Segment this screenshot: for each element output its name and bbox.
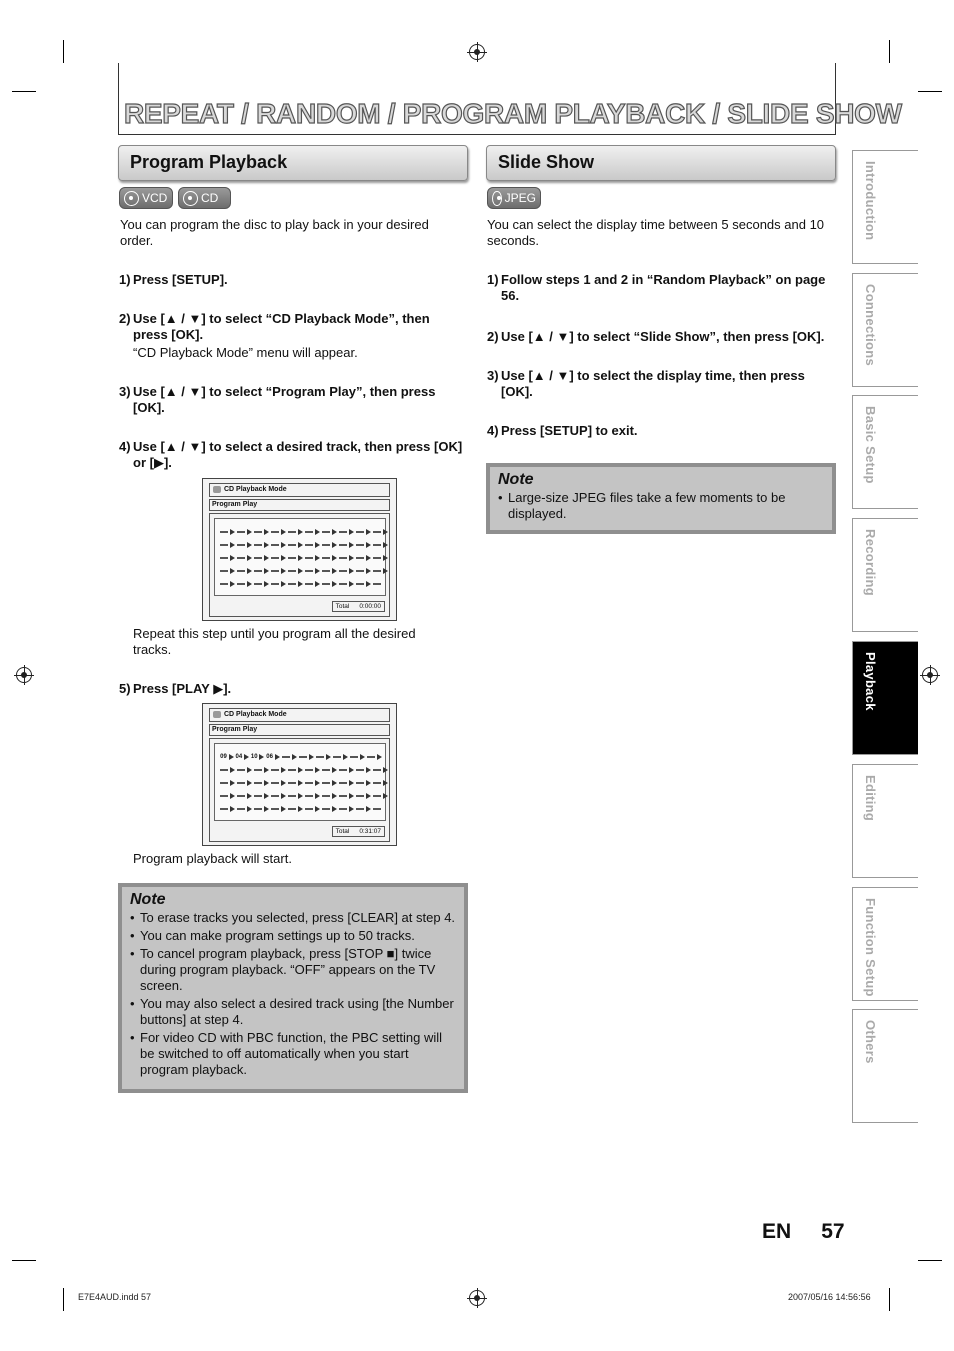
arrow-right-icon bbox=[247, 780, 252, 786]
page-number: EN 57 bbox=[762, 1220, 845, 1243]
arrow-right-icon bbox=[309, 754, 314, 760]
track-slot bbox=[373, 544, 381, 546]
arrow-right-icon bbox=[332, 793, 337, 799]
program-note bbox=[118, 883, 468, 1093]
arrow-right-icon bbox=[247, 555, 252, 561]
arrow-right-icon bbox=[281, 581, 286, 587]
track-slot bbox=[305, 808, 313, 810]
track-slot bbox=[271, 808, 279, 810]
program-step-2: 2) Use [▲ / ▼] to select “CD Playback Mode”, then press [OK]. bbox=[119, 311, 430, 342]
registration-mark-icon bbox=[469, 1290, 485, 1306]
arrow-right-icon bbox=[332, 806, 337, 812]
arrow-right-icon bbox=[366, 581, 371, 587]
track-slot bbox=[271, 795, 279, 797]
note-item: • Large-size JPEG files take a few moments to be displayed. bbox=[498, 490, 824, 522]
track-slot bbox=[254, 782, 262, 784]
track-slot bbox=[373, 769, 381, 771]
track-slot bbox=[339, 583, 347, 585]
program-playback-heading: Program Playback bbox=[118, 145, 468, 181]
arrow-right-icon bbox=[366, 793, 371, 799]
arrow-right-icon bbox=[264, 581, 269, 587]
submenu-title: Program Play bbox=[209, 499, 390, 511]
arrow-right-icon bbox=[332, 542, 337, 548]
track-row bbox=[219, 568, 389, 574]
track-slot bbox=[339, 544, 347, 546]
track-slot bbox=[339, 782, 347, 784]
arrow-right-icon bbox=[281, 806, 286, 812]
arrow-right-icon bbox=[298, 767, 303, 773]
crop-mark bbox=[918, 91, 942, 92]
track-slot bbox=[316, 756, 324, 758]
track-slot bbox=[339, 808, 347, 810]
arrow-right-icon bbox=[259, 754, 264, 760]
arrow-right-icon bbox=[298, 581, 303, 587]
track-slot bbox=[305, 570, 313, 572]
slide-step-4: 4) Press [SETUP] to exit. bbox=[487, 423, 638, 438]
track-slot bbox=[322, 583, 330, 585]
disc-icon bbox=[124, 191, 139, 206]
cd-playback-screen-programmed bbox=[202, 703, 397, 846]
track-slot bbox=[237, 782, 245, 784]
track-row bbox=[219, 767, 389, 773]
arrow-right-icon bbox=[383, 555, 388, 561]
arrow-right-icon bbox=[264, 780, 269, 786]
track-slot bbox=[288, 544, 296, 546]
track-slot bbox=[220, 570, 228, 572]
submenu-title: Program Play bbox=[209, 724, 390, 736]
program-area bbox=[209, 513, 390, 617]
track-slot bbox=[339, 570, 347, 572]
track-slot bbox=[356, 570, 364, 572]
track-grid bbox=[214, 518, 386, 596]
tab-playback[interactable]: Playback bbox=[852, 641, 918, 755]
arrow-right-icon bbox=[264, 568, 269, 574]
track-number: 04 bbox=[235, 754, 243, 760]
tab-introduction[interactable]: Introduction bbox=[852, 150, 918, 264]
arrow-right-icon bbox=[264, 767, 269, 773]
track-slot bbox=[305, 782, 313, 784]
slide-show-note bbox=[486, 463, 836, 534]
arrow-right-icon bbox=[281, 780, 286, 786]
track-row bbox=[219, 529, 389, 535]
track-slot bbox=[322, 557, 330, 559]
arrow-right-icon bbox=[298, 542, 303, 548]
arrow-right-icon bbox=[349, 568, 354, 574]
arrow-right-icon bbox=[366, 542, 371, 548]
arrow-right-icon bbox=[281, 568, 286, 574]
arrow-right-icon bbox=[349, 581, 354, 587]
track-slot bbox=[322, 795, 330, 797]
tab-editing[interactable]: Editing bbox=[852, 764, 918, 878]
track-row bbox=[219, 806, 382, 812]
track-slot bbox=[237, 557, 245, 559]
arrow-right-icon bbox=[315, 780, 320, 786]
arrow-right-icon bbox=[315, 581, 320, 587]
arrow-right-icon bbox=[366, 780, 371, 786]
arrow-right-icon bbox=[229, 754, 234, 760]
track-row bbox=[219, 754, 382, 760]
note-item: • You can make program settings up to 50 tracks. bbox=[130, 928, 456, 944]
menu-title: CD Playback Mode bbox=[209, 708, 390, 722]
total-time: Total 0:00:00 bbox=[332, 601, 385, 612]
track-slot bbox=[356, 795, 364, 797]
track-slot bbox=[220, 808, 228, 810]
arrow-right-icon bbox=[298, 793, 303, 799]
track-slot bbox=[254, 769, 262, 771]
track-number: 06 bbox=[266, 754, 273, 760]
arrow-right-icon bbox=[366, 806, 371, 812]
arrow-right-icon bbox=[264, 529, 269, 535]
track-slot bbox=[220, 795, 228, 797]
arrow-right-icon bbox=[298, 806, 303, 812]
program-step-4-result: Repeat this step until you program all the desired tracks. bbox=[133, 626, 416, 657]
arrow-right-icon bbox=[230, 542, 235, 548]
track-slot bbox=[288, 570, 296, 572]
arrow-right-icon bbox=[281, 542, 286, 548]
track-slot bbox=[373, 808, 381, 810]
track-slot bbox=[220, 583, 228, 585]
arrow-right-icon bbox=[383, 767, 388, 773]
arrow-right-icon bbox=[349, 780, 354, 786]
arrow-right-icon bbox=[349, 555, 354, 561]
slide-show-intro: You can select the display time between 5 seconds and 10 seconds. bbox=[487, 217, 825, 248]
track-slot bbox=[356, 769, 364, 771]
program-step-3: 3) Use [▲ / ▼] to select “Program Play”, then press [OK]. bbox=[119, 384, 436, 415]
slide-step-2: 2) Use [▲ / ▼] to select “Slide Show”, then press [OK]. bbox=[487, 329, 825, 344]
arrow-right-icon bbox=[298, 529, 303, 535]
track-grid bbox=[214, 743, 386, 821]
jpeg-badge: JPEG bbox=[487, 187, 541, 209]
footer-file: E7E4AUD.indd 57 bbox=[78, 1292, 152, 1302]
track-slot bbox=[373, 795, 381, 797]
track-slot bbox=[356, 583, 364, 585]
slide-show-heading: Slide Show bbox=[486, 145, 836, 181]
arrow-right-icon bbox=[247, 529, 252, 535]
note-item: • For video CD with PBC function, the PBC setting will be switched to off automatically when you start program playback. bbox=[130, 1030, 456, 1078]
track-number: 10 bbox=[250, 754, 258, 760]
cd-playback-screen-empty bbox=[202, 478, 397, 621]
arrow-right-icon bbox=[230, 780, 235, 786]
program-step-2-result: “CD Playback Mode” menu will appear. bbox=[133, 345, 358, 360]
track-slot bbox=[305, 769, 313, 771]
disc-icon bbox=[183, 191, 198, 206]
arrow-right-icon bbox=[349, 542, 354, 548]
arrow-right-icon bbox=[366, 767, 371, 773]
arrow-right-icon bbox=[281, 793, 286, 799]
track-slot bbox=[288, 769, 296, 771]
arrow-right-icon bbox=[244, 754, 249, 760]
arrow-right-icon bbox=[298, 780, 303, 786]
note-heading: Note bbox=[130, 891, 166, 908]
arrow-right-icon bbox=[247, 568, 252, 574]
arrow-right-icon bbox=[332, 568, 337, 574]
track-slot bbox=[356, 557, 364, 559]
arrow-right-icon bbox=[230, 529, 235, 535]
tab-connections[interactable]: Connections bbox=[852, 273, 918, 387]
arrow-right-icon bbox=[247, 793, 252, 799]
track-slot bbox=[322, 531, 330, 533]
track-slot bbox=[339, 795, 347, 797]
track-slot bbox=[271, 544, 279, 546]
track-row bbox=[219, 542, 389, 548]
crop-mark bbox=[63, 1288, 64, 1311]
track-slot bbox=[254, 544, 262, 546]
arrow-right-icon bbox=[366, 529, 371, 535]
arrow-right-icon bbox=[298, 555, 303, 561]
note-item: • To cancel program playback, press [STOP ■] twice during program playback. “OFF” appears on the TV screen. bbox=[130, 946, 456, 994]
track-slot bbox=[254, 531, 262, 533]
arrow-right-icon bbox=[315, 806, 320, 812]
arrow-right-icon bbox=[281, 529, 286, 535]
arrow-right-icon bbox=[383, 793, 388, 799]
arrow-right-icon bbox=[315, 555, 320, 561]
slide-step-3: 3) Use [▲ / ▼] to select the display time, then press [OK]. bbox=[487, 368, 805, 399]
footer-date: 2007/05/16 14:56:56 bbox=[788, 1292, 871, 1302]
track-slot bbox=[322, 769, 330, 771]
program-step-4: 4) Use [▲ / ▼] to select a desired track, then press [OK] or [▶]. bbox=[119, 439, 463, 470]
program-area bbox=[209, 738, 390, 842]
track-slot bbox=[356, 808, 364, 810]
arrow-right-icon bbox=[315, 767, 320, 773]
track-slot bbox=[356, 544, 364, 546]
arrow-right-icon bbox=[247, 806, 252, 812]
arrow-right-icon bbox=[275, 754, 280, 760]
arrow-right-icon bbox=[247, 767, 252, 773]
tab-basic-setup[interactable]: Basic Setup bbox=[852, 395, 918, 509]
arrow-right-icon bbox=[383, 780, 388, 786]
arrow-right-icon bbox=[360, 754, 365, 760]
track-slot bbox=[305, 531, 313, 533]
track-slot bbox=[237, 583, 245, 585]
registration-mark-icon bbox=[922, 667, 938, 683]
total-time: Total 0:31:07 bbox=[332, 826, 385, 837]
track-slot bbox=[271, 583, 279, 585]
track-slot bbox=[373, 782, 381, 784]
crop-mark bbox=[12, 1260, 36, 1261]
note-item: • To erase tracks you selected, press [CLEAR] at step 4. bbox=[130, 910, 456, 926]
program-step-1: 1) Press [SETUP]. bbox=[119, 272, 228, 287]
track-slot bbox=[254, 583, 262, 585]
arrow-right-icon bbox=[383, 529, 388, 535]
track-slot bbox=[254, 795, 262, 797]
arrow-right-icon bbox=[349, 793, 354, 799]
page-title: REPEAT / RANDOM / PROGRAM PLAYBACK / SLIDE SHOW bbox=[124, 98, 902, 129]
track-slot bbox=[254, 808, 262, 810]
track-row bbox=[219, 780, 389, 786]
track-slot bbox=[288, 531, 296, 533]
track-slot bbox=[305, 795, 313, 797]
arrow-right-icon bbox=[247, 542, 252, 548]
arrow-right-icon bbox=[298, 568, 303, 574]
disc-icon bbox=[492, 191, 502, 206]
track-slot bbox=[237, 544, 245, 546]
arrow-right-icon bbox=[230, 581, 235, 587]
track-slot bbox=[339, 557, 347, 559]
program-intro: You can program the disc to play back in your desired order. bbox=[120, 217, 429, 248]
arrow-right-icon bbox=[383, 568, 388, 574]
arrow-right-icon bbox=[383, 542, 388, 548]
program-step-5-result: Program playback will start. bbox=[133, 851, 292, 866]
crop-mark bbox=[889, 1288, 890, 1311]
tab-others[interactable]: Others bbox=[852, 1009, 918, 1123]
track-slot bbox=[220, 769, 228, 771]
tab-function-setup[interactable]: Function Setup bbox=[852, 887, 918, 1001]
arrow-right-icon bbox=[230, 793, 235, 799]
registration-mark-icon bbox=[469, 44, 485, 60]
arrow-right-icon bbox=[281, 555, 286, 561]
crop-mark bbox=[63, 40, 64, 63]
arrow-right-icon bbox=[332, 555, 337, 561]
track-row bbox=[219, 555, 389, 561]
arrow-right-icon bbox=[366, 555, 371, 561]
crop-mark bbox=[12, 91, 36, 92]
track-slot bbox=[220, 531, 228, 533]
track-slot bbox=[305, 557, 313, 559]
track-slot bbox=[220, 544, 228, 546]
track-slot bbox=[288, 557, 296, 559]
arrow-right-icon bbox=[230, 767, 235, 773]
track-slot bbox=[288, 795, 296, 797]
track-row bbox=[219, 793, 389, 799]
arrow-right-icon bbox=[366, 568, 371, 574]
track-slot bbox=[288, 808, 296, 810]
program-step-5: 5) Press [PLAY ▶]. bbox=[119, 681, 232, 696]
arrow-right-icon bbox=[332, 767, 337, 773]
arrow-right-icon bbox=[349, 806, 354, 812]
arrow-right-icon bbox=[332, 581, 337, 587]
arrow-right-icon bbox=[230, 568, 235, 574]
track-slot bbox=[333, 756, 341, 758]
track-slot bbox=[356, 531, 364, 533]
arrow-right-icon bbox=[247, 581, 252, 587]
arrow-right-icon bbox=[281, 767, 286, 773]
track-slot bbox=[237, 570, 245, 572]
menu-title: CD Playback Mode bbox=[209, 483, 390, 497]
track-slot bbox=[322, 808, 330, 810]
arrow-right-icon bbox=[264, 806, 269, 812]
track-slot bbox=[271, 570, 279, 572]
track-slot bbox=[322, 782, 330, 784]
registration-mark-icon bbox=[16, 667, 32, 683]
arrow-right-icon bbox=[332, 780, 337, 786]
track-slot bbox=[305, 544, 313, 546]
arrow-right-icon bbox=[264, 542, 269, 548]
track-slot bbox=[373, 557, 381, 559]
note-item: • You may also select a desired track using [the Number buttons] at step 4. bbox=[130, 996, 456, 1028]
arrow-right-icon bbox=[315, 542, 320, 548]
track-number: 09 bbox=[220, 754, 227, 760]
track-slot bbox=[237, 531, 245, 533]
crop-mark bbox=[889, 40, 890, 63]
track-slot bbox=[339, 769, 347, 771]
arrow-right-icon bbox=[315, 793, 320, 799]
track-slot bbox=[220, 782, 228, 784]
track-slot bbox=[322, 570, 330, 572]
track-slot bbox=[271, 557, 279, 559]
track-slot bbox=[373, 583, 381, 585]
track-slot bbox=[237, 769, 245, 771]
track-slot bbox=[322, 544, 330, 546]
arrow-right-icon bbox=[315, 529, 320, 535]
vcd-badge: VCD bbox=[119, 187, 173, 209]
arrow-right-icon bbox=[230, 806, 235, 812]
note-heading: Note bbox=[498, 471, 534, 488]
arrow-right-icon bbox=[332, 529, 337, 535]
arrow-right-icon bbox=[349, 529, 354, 535]
track-row bbox=[219, 581, 382, 587]
track-slot bbox=[288, 583, 296, 585]
track-slot bbox=[237, 808, 245, 810]
tab-recording[interactable]: Recording bbox=[852, 518, 918, 632]
arrow-right-icon bbox=[326, 754, 331, 760]
slide-step-1: 1) Follow steps 1 and 2 in “Random Playback” on page 56. bbox=[487, 272, 826, 303]
track-slot bbox=[220, 557, 228, 559]
arrow-right-icon bbox=[264, 555, 269, 561]
track-slot bbox=[367, 756, 375, 758]
track-slot bbox=[237, 795, 245, 797]
arrow-right-icon bbox=[349, 767, 354, 773]
track-slot bbox=[271, 782, 279, 784]
track-slot bbox=[356, 782, 364, 784]
arrow-right-icon bbox=[377, 754, 382, 760]
track-slot bbox=[373, 570, 381, 572]
track-slot bbox=[339, 531, 347, 533]
arrow-right-icon bbox=[315, 568, 320, 574]
track-slot bbox=[288, 782, 296, 784]
arrow-right-icon bbox=[292, 754, 297, 760]
track-slot bbox=[282, 756, 290, 758]
track-slot bbox=[271, 531, 279, 533]
arrow-right-icon bbox=[343, 754, 348, 760]
track-slot bbox=[254, 570, 262, 572]
track-slot bbox=[299, 756, 307, 758]
arrow-right-icon bbox=[230, 555, 235, 561]
track-slot bbox=[373, 531, 381, 533]
track-slot bbox=[271, 769, 279, 771]
track-slot bbox=[254, 557, 262, 559]
track-slot bbox=[350, 756, 358, 758]
arrow-right-icon bbox=[264, 793, 269, 799]
cd-badge: CD bbox=[178, 187, 231, 209]
crop-mark bbox=[918, 1260, 942, 1261]
track-slot bbox=[305, 583, 313, 585]
